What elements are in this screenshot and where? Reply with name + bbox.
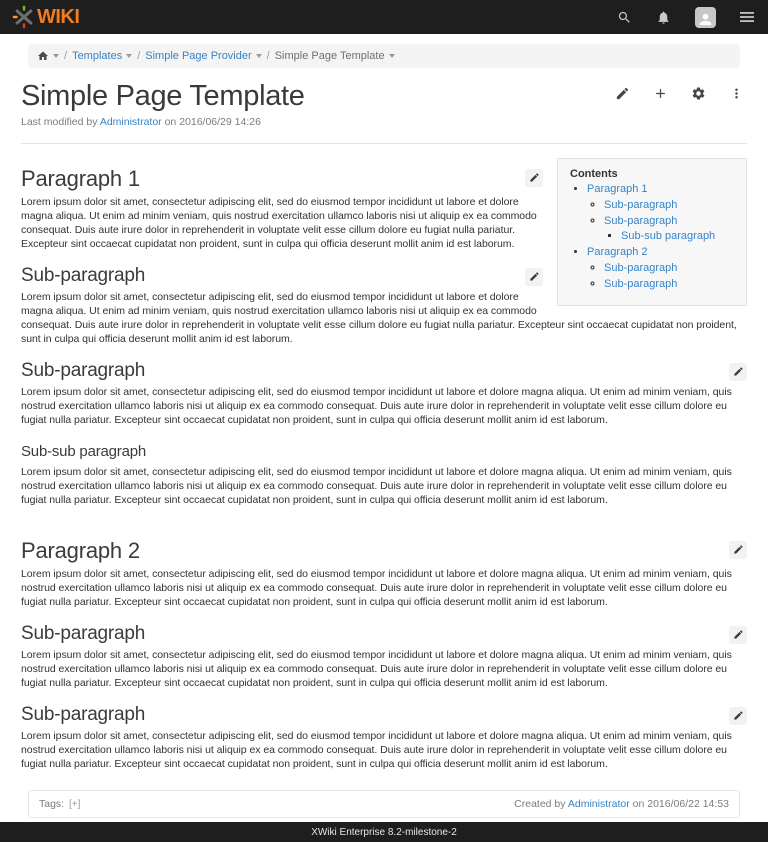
- toc-link-sub-paragraph[interactable]: Sub-paragraph: [604, 262, 678, 275]
- breadcrumb-item-simple-page-provider[interactable]: Simple Page Provider: [145, 50, 252, 62]
- user-avatar: [695, 7, 716, 28]
- section-edit-button[interactable]: [729, 363, 747, 381]
- pencil-icon: [733, 629, 744, 640]
- section-edit-button[interactable]: [729, 707, 747, 725]
- section-heading-sub-paragraph: Sub-paragraph: [21, 360, 747, 382]
- toc-title: Contents: [570, 167, 618, 180]
- home-icon: [37, 50, 49, 62]
- document-body: [21, 144, 747, 771]
- last-modified-author-link[interactable]: Administrator: [99, 115, 162, 128]
- toc-item: [621, 229, 738, 244]
- search-button[interactable]: [617, 10, 632, 25]
- section-heading-sub-paragraph: Sub-paragraph: [21, 623, 747, 645]
- toc-link-sub-paragraph[interactable]: Sub-paragraph: [604, 277, 678, 290]
- breadcrumb: [28, 44, 740, 68]
- last-modified-date: on 2016/06/29 14:26: [164, 115, 261, 128]
- section-text: Lorem ipsum dolor sit amet, consectetur adipiscing elit, sed do eiusmod tempor incididunt ut labore et dolore magna aliqua. Ut enim ad minim veniam, quis nostrud exercitation ullamco laboris nisi ut aliquip ex ea commodo consequat. Duis aute irure dolor in reprehenderit in voluptate velit esse cillum dolore eu fugiat nulla pariatur. Excepteur sint occaecat cupidatat non proident, sunt in culpa qui officia deserunt mollit anim id est laborum.: [21, 385, 732, 426]
- table-of-contents: [557, 158, 747, 306]
- last-modified: [21, 116, 747, 128]
- page-title: Simple Page Template: [21, 80, 305, 112]
- section-edit-button[interactable]: [525, 169, 543, 187]
- top-navbar: [0, 0, 768, 34]
- section-heading-sub-sub-paragraph: Sub-sub paragraph: [21, 442, 147, 460]
- last-modified-prefix: Last modified by: [21, 115, 98, 128]
- tags-label: Tags:: [39, 797, 65, 810]
- pencil-icon: [733, 366, 744, 377]
- pencil-icon: [615, 86, 630, 101]
- section-edit-button[interactable]: [729, 626, 747, 644]
- section-heading-paragraph-2: Paragraph 2: [21, 538, 747, 564]
- breadcrumb-separator: /: [64, 50, 68, 62]
- pencil-icon: [529, 271, 540, 282]
- user-menu-button[interactable]: [695, 7, 716, 28]
- plus-icon: [653, 86, 668, 101]
- toc-link-paragraph-2[interactable]: Paragraph 2: [587, 246, 648, 259]
- breadcrumb-item-templates[interactable]: Templates: [72, 50, 123, 62]
- section-edit-button[interactable]: [729, 541, 747, 559]
- section-text: Lorem ipsum dolor sit amet, consectetur adipiscing elit, sed do eiusmod tempor incididunt ut labore et dolore magna aliqua. Ut enim ad minim veniam, quis nostrud exercitation ullamco laboris nisi ut aliquip ex ea commodo consequat. Duis aute irure dolor in reprehenderit in voluptate velit esse cillum dolore eu fugiat nulla pariatur. Excepteur sint occaecat cupidatat non proident, sunt in culpa qui officia deserunt mollit anim id est laborum.: [21, 290, 737, 345]
- created-author-link[interactable]: Administrator: [567, 797, 630, 810]
- drawer-menu-button[interactable]: [740, 11, 754, 23]
- toc-item: [604, 277, 738, 292]
- hamburger-icon: [740, 11, 754, 23]
- toc-item: [604, 198, 738, 213]
- notifications-button[interactable]: [656, 10, 671, 25]
- toc-item: [587, 245, 738, 292]
- create-page-button[interactable]: [653, 86, 668, 101]
- pencil-icon: [733, 710, 744, 721]
- edit-page-button[interactable]: [615, 86, 630, 101]
- page-content: [0, 68, 768, 822]
- chevron-down-icon: [389, 54, 395, 58]
- page-actions: [615, 86, 744, 101]
- toc-link-sub-paragraph[interactable]: Sub-paragraph: [604, 214, 678, 227]
- more-actions-button[interactable]: [729, 86, 744, 101]
- section-text: Lorem ipsum dolor sit amet, consectetur adipiscing elit, sed do eiusmod tempor incididunt ut labore et dolore magna aliqua. Ut enim ad minim veniam, quis nostrud exercitation ullamco laboris nisi ut aliquip ex ea commodo consequat. Duis aute irure dolor in reprehenderit in voluptate velit esse cillum dolore eu fugiat nulla pariatur. Excepteur sint occaecat cupidatat non proident, sunt in culpa qui officia deserunt mollit anim id est laborum.: [21, 195, 537, 250]
- search-icon: [617, 10, 632, 25]
- xwiki-x-icon: [12, 5, 36, 29]
- version-text: XWiki Enterprise 8.2-milestone-2: [311, 826, 457, 838]
- toc-item: [587, 182, 738, 244]
- chevron-down-icon: [126, 54, 132, 58]
- toc-link-sub-sub-paragraph[interactable]: Sub-sub paragraph: [621, 230, 716, 243]
- toc-item: [604, 214, 738, 245]
- toc-item: [604, 261, 738, 276]
- settings-button[interactable]: [691, 86, 706, 101]
- breadcrumb-separator: /: [137, 50, 141, 62]
- section-text: Lorem ipsum dolor sit amet, consectetur adipiscing elit, sed do eiusmod tempor incididunt ut labore et dolore magna aliqua. Ut enim ad minim veniam, quis nostrud exercitation ullamco laboris nisi ut aliquip ex ea commodo consequat. Duis aute irure dolor in reprehenderit in voluptate velit esse cillum dolore eu fugiat nulla pariatur. Excepteur sint occaecat cupidatat non proident, sunt in culpa qui officia deserunt mollit anim id est laborum.: [21, 465, 732, 506]
- section-heading-sub-paragraph: Sub-paragraph: [21, 704, 747, 726]
- section-text: Lorem ipsum dolor sit amet, consectetur adipiscing elit, sed do eiusmod tempor incididunt ut labore et dolore magna aliqua. Ut enim ad minim veniam, quis nostrud exercitation ullamco laboris nisi ut aliquip ex ea commodo consequat. Duis aute irure dolor in reprehenderit in voluptate velit esse cillum dolore eu fugiat nulla pariatur. Excepteur sint occaecat cupidatat non proident, sunt in culpa qui officia deserunt mollit anim id est laborum.: [21, 729, 732, 770]
- title-row: [21, 81, 747, 113]
- created-info: [514, 798, 729, 810]
- pencil-icon: [733, 544, 744, 555]
- section-heading-sub-paragraph: Sub-paragraph: [21, 265, 543, 287]
- section-text: Lorem ipsum dolor sit amet, consectetur adipiscing elit, sed do eiusmod tempor incididunt ut labore et dolore magna aliqua. Ut enim ad minim veniam, quis nostrud exercitation ullamco laboris nisi ut aliquip ex ea commodo consequat. Duis aute irure dolor in reprehenderit in voluptate velit esse cillum dolore eu fugiat nulla pariatur. Excepteur sint occaecat cupidatat non proident, sunt in culpa qui officia deserunt mollit anim id est laborum.: [21, 567, 732, 608]
- created-date: on 2016/06/22 14:53: [632, 797, 729, 810]
- toc-link-paragraph-1[interactable]: Paragraph 1: [587, 182, 648, 195]
- document-info-bar: [28, 790, 740, 818]
- breadcrumb-separator: /: [266, 50, 270, 62]
- gear-icon: [691, 86, 706, 101]
- xwiki-logo[interactable]: [12, 5, 79, 29]
- navbar-actions: [617, 7, 754, 28]
- section-text: Lorem ipsum dolor sit amet, consectetur adipiscing elit, sed do eiusmod tempor incididunt ut labore et dolore magna aliqua. Ut enim ad minim veniam, quis nostrud exercitation ullamco laboris nisi ut aliquip ex ea commodo consequat. Duis aute irure dolor in reprehenderit in voluptate velit esse cillum dolore eu fugiat nulla pariatur. Excepteur sint occaecat cupidatat non proident, sunt in culpa qui officia deserunt mollit anim id est laborum.: [21, 648, 732, 689]
- add-tag-button[interactable]: [+]: [69, 798, 81, 810]
- tags-area: [39, 798, 80, 810]
- created-prefix: Created by: [514, 797, 566, 810]
- chevron-down-icon: [53, 54, 59, 58]
- pencil-icon: [529, 172, 540, 183]
- section-edit-button[interactable]: [525, 268, 543, 286]
- xwiki-logo-text: WIKI: [37, 6, 80, 28]
- chevron-down-icon: [256, 54, 262, 58]
- toc-link-sub-paragraph[interactable]: Sub-paragraph: [604, 198, 678, 211]
- section-heading-paragraph-1: Paragraph 1: [21, 166, 543, 192]
- kebab-menu-icon: [729, 86, 744, 101]
- breadcrumb-item-current: Simple Page Template: [274, 50, 385, 62]
- breadcrumb-home[interactable]: [37, 50, 59, 62]
- footer-version-bar: [0, 822, 768, 842]
- bell-icon: [656, 10, 671, 25]
